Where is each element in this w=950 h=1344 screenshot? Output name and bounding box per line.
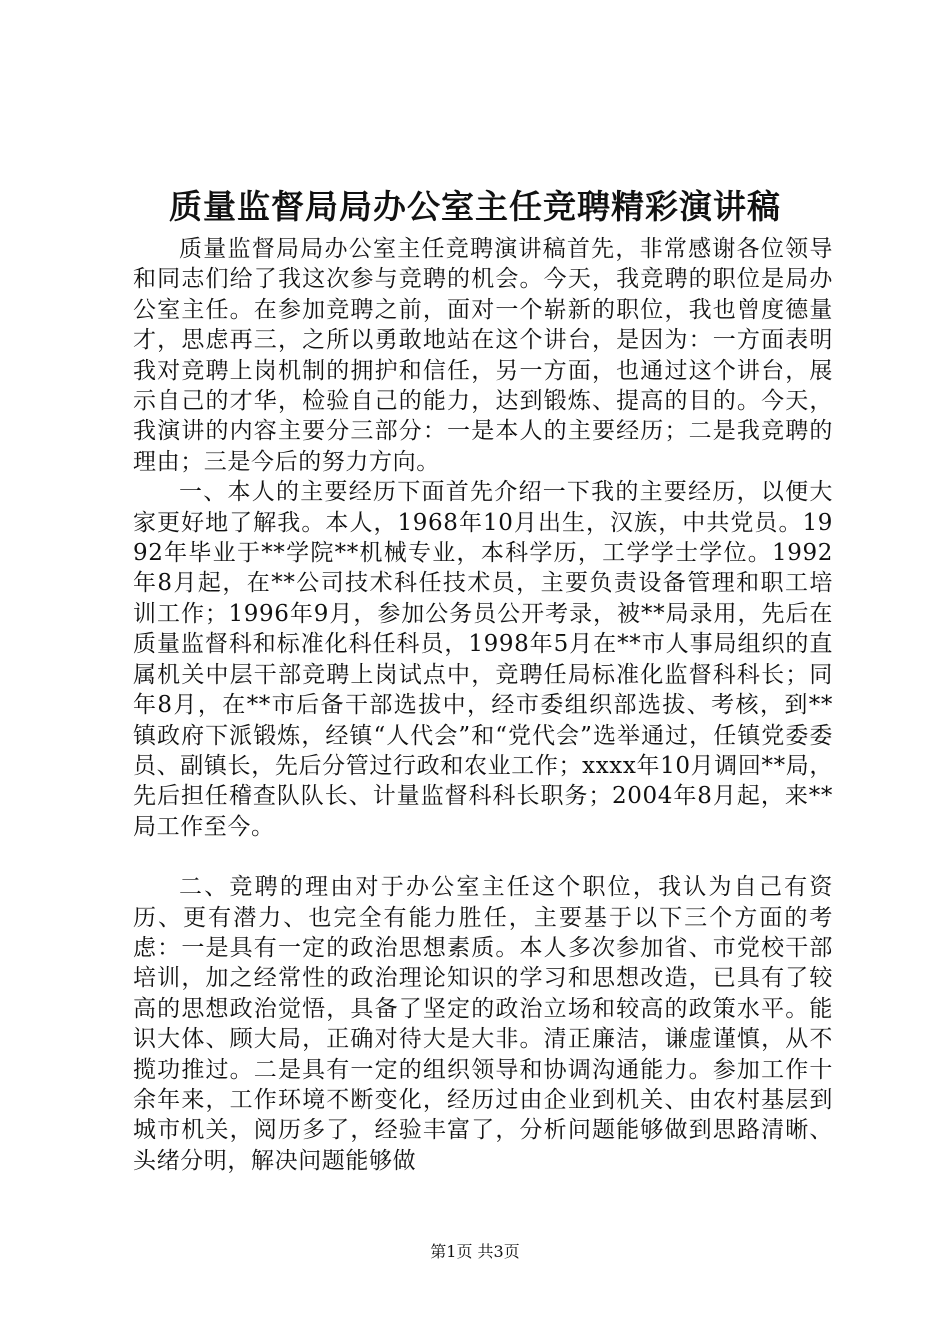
- paragraph-experience: 一、本人的主要经历下面首先介绍一下我的主要经历，以便大家更好地了解我。本人，1968年10月出生，汉族，中共党员。1992年毕业于**学院**机械专业，本科学历，工学学士学位。1992年8月起，在**公司技术科任技术员，主要负责设备管理和职工培训工作；1996年9月，参加公务员公开考录，被**局录用，先后在质量监督科和标准化科任科员，1998年5月在**市人事局组织的直属机关中层干部竞聘上岗试点中，竞聘任局标准化监督科科长；同年8月，在**市后备干部选拔中，经市委组织部选拔、考核，到**镇政府下派锻炼，经镇“人代会”和“党代会”选举通过，任镇党委委员、副镇长，先后分管过行政和农业工作；xxxx年10月调回**局，先后担任稽查队队长、计量监督科科长职务；2004年8月起，来**局工作至今。: [133, 479, 833, 840]
- document-body: [133, 234, 833, 1176]
- page-number-footer: 第1页 共3页: [430, 1242, 520, 1261]
- document-title: 质量监督局局办公室主任竞聘精彩演讲稿: [169, 187, 781, 226]
- paragraph-reasons: 二、竞聘的理由对于办公室主任这个职位，我认为自己有资历、更有潜力、也完全有能力胜任，主要基于以下三个方面的考虑：一是具有一定的政治思想素质。本人多次参加省、市党校干部培训，加之经常性的政治理论知识的学习和思想改造，已具有了较高的思想政治觉悟，具备了坚定的政治立场和较高的政策水平。能识大体、顾大局，正确对待大是大非。清正廉洁，谦虚谨慎，从不揽功推过。二是具有一定的组织领导和协调沟通能力。参加工作十余年来，工作环境不断变化，经历过由企业到机关、由农村基层到城市机关，阅历多了，经验丰富了，分析问题能够做到思路清晰、头绪分明，解决问题能够做: [133, 874, 833, 1174]
- paragraph-spacer: [133, 842, 833, 872]
- paragraph-intro: 质量监督局局办公室主任竞聘演讲稿首先，非常感谢各位领导和同志们给了我这次参与竞聘的机会。今天，我竞聘的职位是局办公室主任。在参加竞聘之前，面对一个崭新的职位，我也曾度德量才，思虑再三，之所以勇敢地站在这个讲台，是因为：一方面表明我对竞聘上岗机制的拥护和信任，另一方面，也通过这个讲台，展示自己的才华，检验自己的能力，达到锻炼、提高的目的。今天，我演讲的内容主要分三部分：一是本人的主要经历；二是我竞聘的理由；三是今后的努力方向。: [133, 236, 833, 475]
